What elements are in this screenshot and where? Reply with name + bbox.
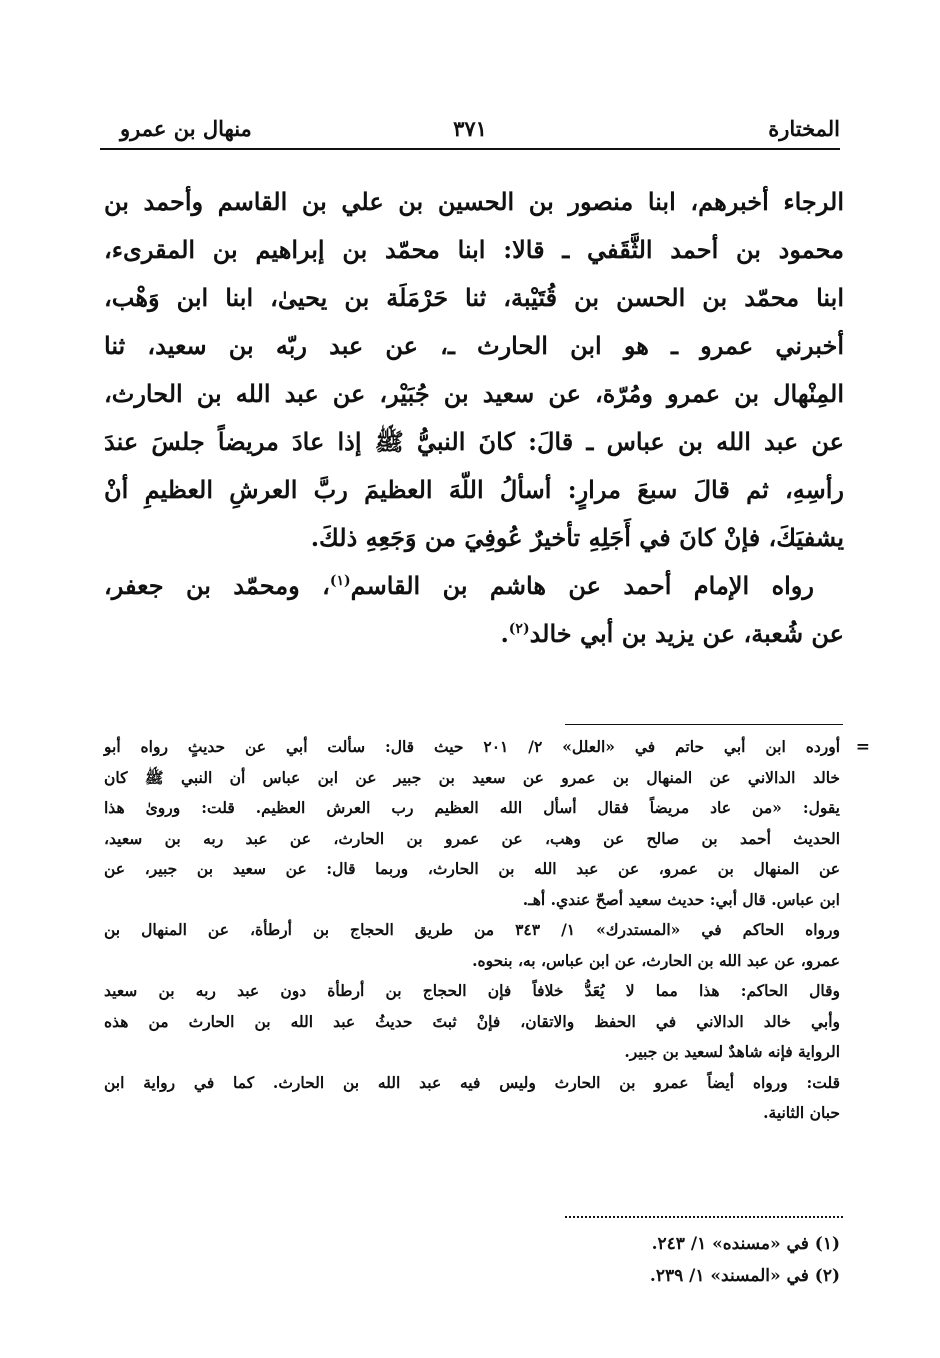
narration-line [104, 562, 844, 610]
note-line: يقول: «من عاد مريضاً فقال أسأل الله العظيم رب العرش العظيم. قلت: وروىٰ هذا [104, 798, 840, 817]
main-line: ابنا محمّد بن الحسن بن قُتَيْبة، ثنا حَرْمَلَة بن يحيىٰ، ابنا ابن وَهْب، [104, 283, 844, 312]
footnote-ref-2[interactable]: (٢) [508, 621, 530, 637]
footnote-2: (٢) في «المسند» ١/ ٢٣٩. [649, 1266, 840, 1286]
main-line: أخبرني عمرو ـ هو ابن الحارث ـ، عن عبد ربّه بن سعيد، ثنا [104, 331, 844, 360]
note-line: أورده ابن أبي حاتم في «العلل» ٢/ ٢٠١ حيث قال: سألت أبي عن حديثٍ رواه أبو [104, 737, 841, 756]
running-header [100, 112, 840, 150]
narration-text: . [500, 619, 509, 648]
note-line: قلت: ورواه أيضاً عمرو بن الحارث وليس فيه عبد الله بن الحارث. كما في رواية ابن [104, 1072, 840, 1092]
main-line: يشفيَكَ، فإنْ كانَ في أَجَلِهِ تأخيرٌ عُوفِيَ من وَجَعِهِ ذلكَ. [310, 523, 844, 552]
note-line: عن المنهال بن عمرو، عن عبد الله بن الحارث، وربما قال: عن سعيد بن جبير، عن [104, 859, 840, 878]
note-line: ابن عباس. قال أبي: حديث سعيد أصحّ عندي. أهـ. [522, 889, 840, 909]
notes-divider [565, 724, 843, 725]
main-line: المِنْهال بن عمرو ومُرّة، عن سعيد بن جُبَيْر، عن عبد الله بن الحارث، [104, 379, 844, 408]
main-line: الرجاء أخبرهم، ابنا منصور بن الحسين بن علي بن القاسم وأحمد بن [104, 187, 844, 216]
chapter-title: منهال بن عمرو [120, 116, 252, 141]
note-line: حبان الثانية. [763, 1103, 840, 1122]
page-number: ٣٧١ [453, 116, 487, 141]
note-line: ورواه الحاكم في «المستدرك» ١/ ٣٤٣ من طريق الحجاج بن أرطأة، عن المنهال بن [104, 920, 841, 939]
narration-text: رواه الإمام أحمد عن هاشم بن القاسم [350, 571, 814, 600]
narration-text: عن شُعبة، عن يزيد بن أبي خالد [529, 619, 844, 648]
note-line: وقال الحاكم: هذا مما لا يُعَدُّ خلافاً فإن الحجاج بن أرطأة دون عبد ربه بن سعيد [104, 981, 840, 1000]
note-line: عمرو، عن عبد الله بن الحارث، عن ابن عباس، به، بنحوه. [472, 950, 840, 970]
book-title: المختارة [768, 116, 840, 141]
narration-line [104, 610, 844, 658]
footnotes-divider [565, 1216, 843, 1218]
main-text [104, 178, 844, 658]
footnotes [440, 1228, 840, 1292]
continuation-mark: = [855, 737, 870, 757]
main-line: محمود بن أحمد الثَّقَفي ـ قالا: ابنا محمّد بن إبراهيم بن المقرىء، [104, 235, 844, 264]
note-line: وأبي خالد الدالاني في الحفظ والاتقان، فإنْ ثبتَ حديثُ عبد الله بن الحارث من هذه [104, 1011, 840, 1031]
main-line: رأسِهِ، ثم قالَ سبعَ مرارٍ: أسألُ اللّهَ العظيمَ ربَّ العرشِ العظيمِ أنْ [104, 475, 845, 504]
note-line: الرواية فإنه شاهدٌ لسعيد بن جبير. [624, 1042, 840, 1061]
footnote-1: (١) في «مسنده» ١/ ٢٤٣. [651, 1234, 840, 1254]
footnote-ref-1[interactable]: (١) [329, 573, 351, 589]
main-line: عن عبد الله بن عباس ـ قالَ: كانَ النبيُّ ﷺ إذا عادَ مريضاً جلسَ عندَ [104, 427, 844, 456]
note-line: خالد الدالاني عن المنهال بن عمرو عن سعيد بن جبير عن ابن عباس أن النبي ﷺ كان [104, 767, 840, 787]
narration-text: ، ومحمّد بن جعفر، [104, 571, 330, 600]
notes-block [104, 732, 870, 1129]
note-line: الحديث أحمد بن صالح عن وهب، عن عمرو بن الحارث، عن عبد ربه بن سعيد، [104, 828, 840, 848]
